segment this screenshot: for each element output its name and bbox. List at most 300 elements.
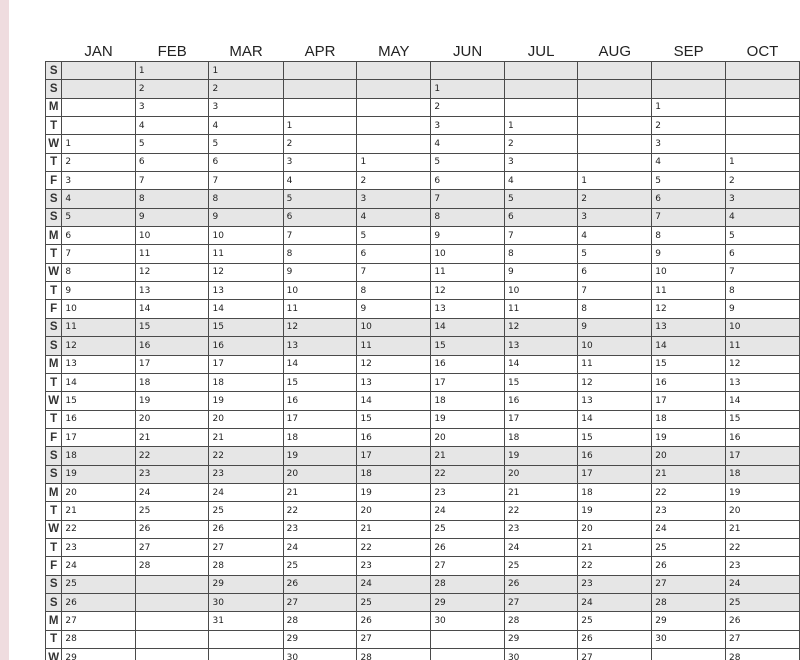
weekday-label: F — [46, 300, 62, 318]
day-cell — [725, 80, 799, 98]
calendar-row — [46, 355, 800, 373]
calendar-row — [46, 337, 800, 355]
day-cell: 9 — [357, 300, 431, 318]
day-cell: 17 — [283, 410, 357, 428]
day-cell: 19 — [135, 392, 209, 410]
day-cell: 4 — [62, 190, 136, 208]
day-cell: 1 — [209, 62, 283, 80]
day-cell: 25 — [652, 538, 726, 556]
day-cell: 11 — [504, 300, 577, 318]
day-cell: 30 — [209, 593, 283, 611]
day-cell: 29 — [652, 612, 726, 630]
day-cell: 25 — [578, 612, 652, 630]
weekday-label: S — [46, 190, 62, 208]
day-cell: 13 — [62, 355, 136, 373]
day-cell: 22 — [504, 502, 577, 520]
day-cell: 14 — [431, 318, 505, 336]
weekday-label: S — [46, 208, 62, 226]
day-cell: 21 — [62, 502, 136, 520]
day-cell: 6 — [357, 245, 431, 263]
day-cell — [652, 80, 726, 98]
day-cell: 23 — [135, 465, 209, 483]
day-cell: 10 — [283, 282, 357, 300]
calendar-row — [46, 465, 800, 483]
day-cell: 31 — [209, 612, 283, 630]
day-cell: 28 — [504, 612, 577, 630]
day-cell: 28 — [357, 649, 431, 660]
day-cell: 16 — [578, 447, 652, 465]
month-header-oct: OCT — [746, 43, 779, 60]
day-cell: 18 — [578, 483, 652, 501]
day-cell: 18 — [725, 465, 799, 483]
day-cell: 17 — [652, 392, 726, 410]
day-cell: 24 — [652, 520, 726, 538]
calendar-row — [46, 227, 800, 245]
calendar-row — [46, 373, 800, 391]
day-cell: 2 — [283, 135, 357, 153]
day-cell: 8 — [431, 208, 505, 226]
day-cell: 4 — [283, 172, 357, 190]
day-cell: 29 — [431, 593, 505, 611]
day-cell — [431, 630, 505, 648]
day-cell: 18 — [283, 428, 357, 446]
day-cell: 15 — [504, 373, 577, 391]
day-cell: 6 — [283, 208, 357, 226]
day-cell: 12 — [578, 373, 652, 391]
day-cell: 14 — [135, 300, 209, 318]
calendar-row — [46, 557, 800, 575]
weekday-label: W — [46, 263, 62, 281]
day-cell: 21 — [652, 465, 726, 483]
day-cell: 21 — [357, 520, 431, 538]
calendar-row — [46, 593, 800, 611]
day-cell — [725, 62, 799, 80]
day-cell — [725, 135, 799, 153]
day-cell: 9 — [578, 318, 652, 336]
day-cell: 17 — [578, 465, 652, 483]
day-cell: 14 — [652, 337, 726, 355]
day-cell: 14 — [578, 410, 652, 428]
day-cell: 4 — [357, 208, 431, 226]
day-cell: 6 — [62, 227, 136, 245]
day-cell: 17 — [62, 428, 136, 446]
day-cell: 1 — [652, 98, 726, 116]
month-header-sep: SEP — [673, 43, 704, 60]
day-cell — [357, 80, 431, 98]
day-cell: 26 — [135, 520, 209, 538]
calendar-row — [46, 208, 800, 226]
day-cell: 19 — [504, 447, 577, 465]
day-cell: 21 — [209, 428, 283, 446]
weekday-label: S — [46, 62, 62, 80]
day-cell: 29 — [504, 630, 577, 648]
day-cell: 3 — [725, 190, 799, 208]
day-cell: 8 — [62, 263, 136, 281]
weekday-label: S — [46, 80, 62, 98]
day-cell — [283, 80, 357, 98]
day-cell: 1 — [135, 62, 209, 80]
day-cell: 20 — [652, 447, 726, 465]
day-cell: 27 — [283, 593, 357, 611]
day-cell: 15 — [283, 373, 357, 391]
weekday-label: M — [46, 483, 62, 501]
weekday-label: M — [46, 355, 62, 373]
day-cell: 14 — [62, 373, 136, 391]
day-cell: 23 — [283, 520, 357, 538]
day-cell: 5 — [725, 227, 799, 245]
day-cell: 25 — [357, 593, 431, 611]
day-cell: 28 — [62, 630, 136, 648]
day-cell: 24 — [431, 502, 505, 520]
day-cell: 12 — [431, 282, 505, 300]
day-cell: 20 — [62, 483, 136, 501]
day-cell: 8 — [652, 227, 726, 245]
day-cell: 20 — [578, 520, 652, 538]
calendar-row — [46, 245, 800, 263]
day-cell: 12 — [725, 355, 799, 373]
day-cell: 26 — [725, 612, 799, 630]
day-cell: 18 — [431, 392, 505, 410]
day-cell: 15 — [135, 318, 209, 336]
calendar-row — [46, 80, 800, 98]
day-cell: 4 — [209, 117, 283, 135]
day-cell: 5 — [652, 172, 726, 190]
day-cell: 21 — [283, 483, 357, 501]
day-cell: 3 — [209, 98, 283, 116]
day-cell: 27 — [504, 593, 577, 611]
calendar-row — [46, 172, 800, 190]
day-cell: 1 — [283, 117, 357, 135]
day-cell: 17 — [357, 447, 431, 465]
day-cell: 11 — [357, 337, 431, 355]
day-cell: 5 — [504, 190, 577, 208]
day-cell: 9 — [431, 227, 505, 245]
day-cell: 25 — [62, 575, 136, 593]
day-cell: 8 — [357, 282, 431, 300]
weekday-label: M — [46, 227, 62, 245]
day-cell: 13 — [135, 282, 209, 300]
weekday-label: T — [46, 245, 62, 263]
day-cell: 12 — [62, 337, 136, 355]
day-cell: 11 — [431, 263, 505, 281]
day-cell: 19 — [283, 447, 357, 465]
weekday-label: S — [46, 593, 62, 611]
day-cell: 13 — [578, 392, 652, 410]
day-cell: 23 — [62, 538, 136, 556]
day-cell: 1 — [431, 80, 505, 98]
day-cell: 20 — [357, 502, 431, 520]
day-cell: 1 — [725, 153, 799, 171]
day-cell: 2 — [135, 80, 209, 98]
day-cell: 19 — [725, 483, 799, 501]
day-cell: 28 — [431, 575, 505, 593]
day-cell — [504, 80, 577, 98]
day-cell: 7 — [357, 263, 431, 281]
day-cell: 5 — [431, 153, 505, 171]
day-cell: 15 — [652, 355, 726, 373]
day-cell: 27 — [135, 538, 209, 556]
day-cell: 19 — [431, 410, 505, 428]
day-cell: 15 — [578, 428, 652, 446]
year-calendar-grid — [45, 37, 800, 660]
calendar-row — [46, 190, 800, 208]
day-cell: 15 — [357, 410, 431, 428]
day-cell: 7 — [62, 245, 136, 263]
day-cell: 21 — [431, 447, 505, 465]
calendar-row — [46, 153, 800, 171]
day-cell: 24 — [578, 593, 652, 611]
day-cell: 17 — [135, 355, 209, 373]
day-cell: 6 — [578, 263, 652, 281]
day-cell: 13 — [357, 373, 431, 391]
day-cell: 16 — [209, 337, 283, 355]
month-header-feb: FEB — [157, 43, 187, 60]
day-cell — [504, 98, 577, 116]
day-cell: 2 — [357, 172, 431, 190]
day-cell: 8 — [578, 300, 652, 318]
day-cell: 14 — [283, 355, 357, 373]
day-cell: 25 — [283, 557, 357, 575]
day-cell: 25 — [725, 593, 799, 611]
day-cell: 3 — [504, 153, 577, 171]
day-cell: 7 — [135, 172, 209, 190]
day-cell: 20 — [283, 465, 357, 483]
day-cell: 20 — [209, 410, 283, 428]
day-cell: 6 — [209, 153, 283, 171]
day-cell: 23 — [578, 575, 652, 593]
header-corner — [46, 37, 62, 62]
calendar-row — [46, 263, 800, 281]
month-header-jan: JAN — [84, 43, 113, 60]
day-cell: 1 — [504, 117, 577, 135]
day-cell: 23 — [652, 502, 726, 520]
day-cell: 6 — [652, 190, 726, 208]
day-cell: 7 — [431, 190, 505, 208]
day-cell: 10 — [135, 227, 209, 245]
weekday-label: M — [46, 612, 62, 630]
calendar-row — [46, 575, 800, 593]
day-cell: 2 — [431, 98, 505, 116]
day-cell: 2 — [62, 153, 136, 171]
day-cell — [357, 98, 431, 116]
day-cell: 12 — [283, 318, 357, 336]
day-cell: 25 — [504, 557, 577, 575]
day-cell — [578, 80, 652, 98]
day-cell: 10 — [652, 263, 726, 281]
day-cell: 19 — [62, 465, 136, 483]
day-cell: 30 — [652, 630, 726, 648]
day-cell: 25 — [431, 520, 505, 538]
day-cell — [578, 153, 652, 171]
day-cell: 4 — [504, 172, 577, 190]
day-cell: 24 — [209, 483, 283, 501]
day-cell: 23 — [431, 483, 505, 501]
day-cell: 24 — [725, 575, 799, 593]
day-cell: 2 — [725, 172, 799, 190]
day-cell: 22 — [357, 538, 431, 556]
day-cell: 14 — [725, 392, 799, 410]
day-cell: 3 — [578, 208, 652, 226]
day-cell: 9 — [725, 300, 799, 318]
day-cell: 21 — [725, 520, 799, 538]
weekday-label: S — [46, 575, 62, 593]
day-cell: 19 — [357, 483, 431, 501]
day-cell: 18 — [504, 428, 577, 446]
day-cell: 1 — [357, 153, 431, 171]
day-cell — [135, 612, 209, 630]
day-cell: 10 — [725, 318, 799, 336]
day-cell: 9 — [209, 208, 283, 226]
day-cell: 27 — [652, 575, 726, 593]
day-cell: 20 — [135, 410, 209, 428]
day-cell: 28 — [725, 649, 799, 660]
day-cell: 16 — [135, 337, 209, 355]
weekday-label: T — [46, 282, 62, 300]
weekday-label: T — [46, 153, 62, 171]
day-cell — [283, 98, 357, 116]
day-cell — [209, 649, 283, 660]
day-cell: 12 — [357, 355, 431, 373]
day-cell: 22 — [578, 557, 652, 575]
day-cell: 18 — [135, 373, 209, 391]
day-cell: 16 — [504, 392, 577, 410]
day-cell: 2 — [578, 190, 652, 208]
day-cell: 30 — [431, 612, 505, 630]
day-cell — [578, 62, 652, 80]
day-cell: 4 — [652, 153, 726, 171]
day-cell: 7 — [283, 227, 357, 245]
day-cell: 29 — [209, 575, 283, 593]
day-cell: 28 — [283, 612, 357, 630]
day-cell: 29 — [62, 649, 136, 660]
day-cell: 11 — [283, 300, 357, 318]
day-cell: 19 — [578, 502, 652, 520]
day-cell: 11 — [135, 245, 209, 263]
day-cell: 27 — [209, 538, 283, 556]
day-cell: 19 — [209, 392, 283, 410]
day-cell: 18 — [62, 447, 136, 465]
day-cell: 26 — [578, 630, 652, 648]
calendar-body — [46, 62, 800, 660]
day-cell: 10 — [209, 227, 283, 245]
day-cell — [62, 98, 136, 116]
day-cell: 16 — [725, 428, 799, 446]
day-cell: 26 — [209, 520, 283, 538]
day-cell: 10 — [504, 282, 577, 300]
day-cell: 15 — [725, 410, 799, 428]
day-cell: 23 — [209, 465, 283, 483]
day-cell: 22 — [652, 483, 726, 501]
day-cell: 15 — [62, 392, 136, 410]
day-cell: 7 — [578, 282, 652, 300]
day-cell: 4 — [725, 208, 799, 226]
day-cell: 29 — [283, 630, 357, 648]
day-cell: 23 — [504, 520, 577, 538]
month-header-aug: AUG — [598, 43, 631, 60]
month-header-row — [46, 37, 800, 62]
day-cell: 3 — [357, 190, 431, 208]
day-cell: 27 — [725, 630, 799, 648]
day-cell — [209, 630, 283, 648]
day-cell: 5 — [357, 227, 431, 245]
day-cell: 15 — [431, 337, 505, 355]
calendar-row — [46, 62, 800, 80]
day-cell — [135, 575, 209, 593]
calendar-row — [46, 502, 800, 520]
day-cell: 5 — [209, 135, 283, 153]
day-cell: 13 — [652, 318, 726, 336]
day-cell: 3 — [135, 98, 209, 116]
calendar-row — [46, 483, 800, 501]
day-cell: 10 — [62, 300, 136, 318]
weekday-label: M — [46, 98, 62, 116]
day-cell — [578, 135, 652, 153]
day-cell: 17 — [504, 410, 577, 428]
day-cell: 14 — [504, 355, 577, 373]
day-cell: 27 — [62, 612, 136, 630]
day-cell: 24 — [62, 557, 136, 575]
day-cell: 16 — [652, 373, 726, 391]
calendar-row — [46, 649, 800, 660]
day-cell — [578, 117, 652, 135]
weekday-label: F — [46, 172, 62, 190]
day-cell: 11 — [209, 245, 283, 263]
day-cell: 24 — [135, 483, 209, 501]
day-cell — [431, 62, 505, 80]
day-cell: 17 — [209, 355, 283, 373]
day-cell — [725, 98, 799, 116]
month-header-jun: JUN — [453, 43, 483, 60]
day-cell: 7 — [209, 172, 283, 190]
day-cell: 15 — [209, 318, 283, 336]
calendar-row — [46, 630, 800, 648]
day-cell: 13 — [431, 300, 505, 318]
day-cell: 24 — [504, 538, 577, 556]
day-cell: 11 — [652, 282, 726, 300]
day-cell: 19 — [652, 428, 726, 446]
day-cell: 21 — [135, 428, 209, 446]
weekday-label: T — [46, 630, 62, 648]
day-cell: 16 — [283, 392, 357, 410]
day-cell: 24 — [283, 538, 357, 556]
day-cell: 3 — [652, 135, 726, 153]
day-cell — [283, 62, 357, 80]
day-cell — [725, 117, 799, 135]
day-cell: 28 — [135, 557, 209, 575]
day-cell: 3 — [62, 172, 136, 190]
day-cell: 8 — [504, 245, 577, 263]
month-header-apr: APR — [304, 43, 336, 60]
day-cell: 10 — [357, 318, 431, 336]
day-cell: 11 — [62, 318, 136, 336]
day-cell: 23 — [357, 557, 431, 575]
day-cell: 14 — [209, 300, 283, 318]
day-cell: 1 — [578, 172, 652, 190]
day-cell: 4 — [135, 117, 209, 135]
day-cell: 8 — [283, 245, 357, 263]
day-cell: 14 — [357, 392, 431, 410]
calendar-row — [46, 428, 800, 446]
day-cell: 11 — [725, 337, 799, 355]
day-cell: 18 — [209, 373, 283, 391]
day-cell: 13 — [725, 373, 799, 391]
day-cell: 21 — [504, 483, 577, 501]
day-cell: 12 — [504, 318, 577, 336]
day-cell — [62, 117, 136, 135]
day-cell — [652, 62, 726, 80]
day-cell: 21 — [578, 538, 652, 556]
day-cell: 17 — [725, 447, 799, 465]
